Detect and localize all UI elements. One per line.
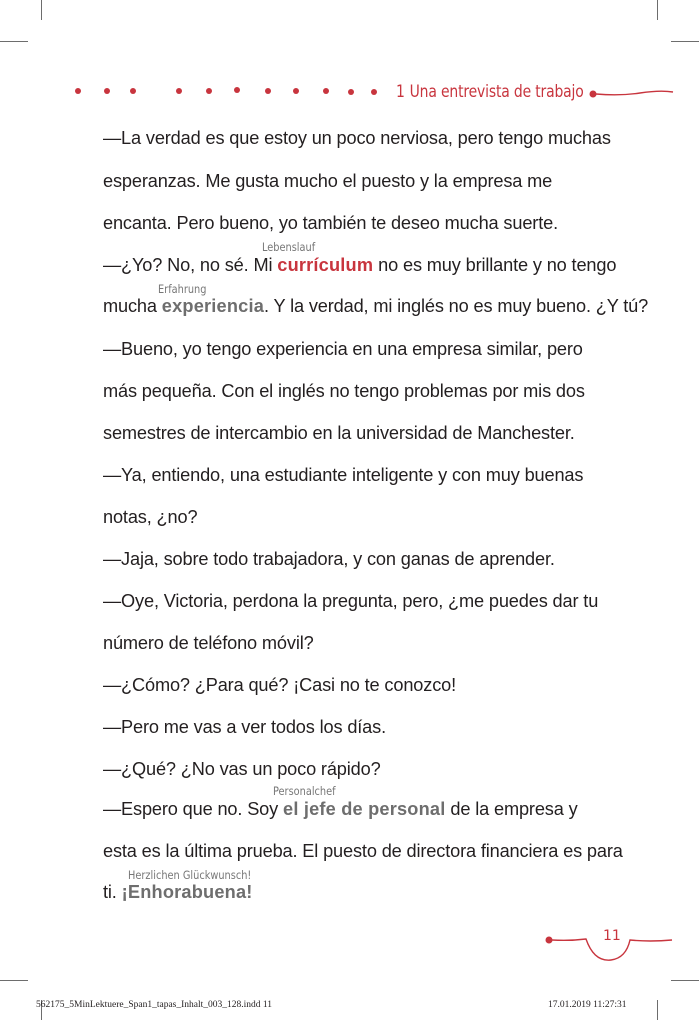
text-line: —La verdad es que estoy un poco nerviosa, pero tengo muchas (103, 128, 611, 148)
text-line: esperanzas. Me gusta mucho el puesto y la empresa me (103, 171, 553, 191)
text-segment: no es muy brillante y no tengo (373, 255, 617, 275)
crop-mark (0, 980, 28, 981)
text-line: —Bueno, yo tengo experiencia en una empresa similar, pero (103, 339, 583, 359)
vocab-gloss: Personalchef (273, 784, 336, 798)
text-line: notas, ¿no? (103, 507, 198, 527)
text-line: semestres de intercambio en la universidad de Manchester. (103, 423, 575, 443)
text-line: más pequeña. Con el inglés no tengo problemas por mis dos (103, 381, 585, 401)
text-line: —¿Cómo? ¿Para qué? ¡Casi no te conozco! (103, 675, 457, 695)
text-segment: . Y la verdad, mi inglés no es muy bueno. ¿Y tú? (264, 296, 649, 316)
text-line: —Jaja, sobre todo trabajadora, y con ganas de aprender. (103, 549, 555, 569)
page-number: 11 (603, 928, 621, 944)
text-segment: mucha (103, 296, 162, 316)
text-line: —Ya, entiendo, una estudiante inteligente y con muy buenas (103, 465, 584, 485)
text-segment: —Espero que no. Soy (103, 799, 283, 819)
chapter-number: 1 (396, 82, 405, 102)
text-line: —Oye, Victoria, perdona la pregunta, pero, ¿me puedes dar tu (103, 591, 599, 611)
footer-timestamp: 17.01.2019 11:27:31 (548, 1000, 627, 1010)
text-line: encanta. Pero bueno, yo también te deseo mucha suerte. (103, 213, 558, 233)
vocab-gloss: Herzlichen Glückwunsch! (128, 868, 252, 882)
text-segment: —¿Yo? No, no sé. Mi (103, 255, 278, 275)
vocab-word: ¡Enhorabuena! (121, 882, 253, 902)
text-line: esta es la última prueba. El puesto de directora financiera es para (103, 841, 623, 861)
vocab-word: experiencia (161, 296, 265, 316)
vocab-word: currículum (277, 255, 374, 275)
vocab-word: el jefe de personal (283, 799, 446, 819)
text-segment: ti. (103, 882, 122, 902)
crop-mark (657, 1000, 658, 1020)
footer-file-info: 562175_5MinLektuere_Span1_tapas_Inhalt_003_128.indd 11 (36, 1000, 273, 1010)
text-segment: de la empresa y (445, 799, 578, 819)
text-line: —Pero me vas a ver todos los días. (103, 717, 386, 737)
chapter-title: Una entrevista de trabajo (409, 82, 584, 102)
text-line: número de teléfono móvil? (103, 633, 314, 653)
vocab-gloss: Erfahrung (158, 282, 207, 296)
crop-mark (671, 980, 699, 981)
text-line: —¿Qué? ¿No vas un poco rápido? (103, 759, 381, 779)
vocab-gloss: Lebenslauf (262, 240, 316, 254)
